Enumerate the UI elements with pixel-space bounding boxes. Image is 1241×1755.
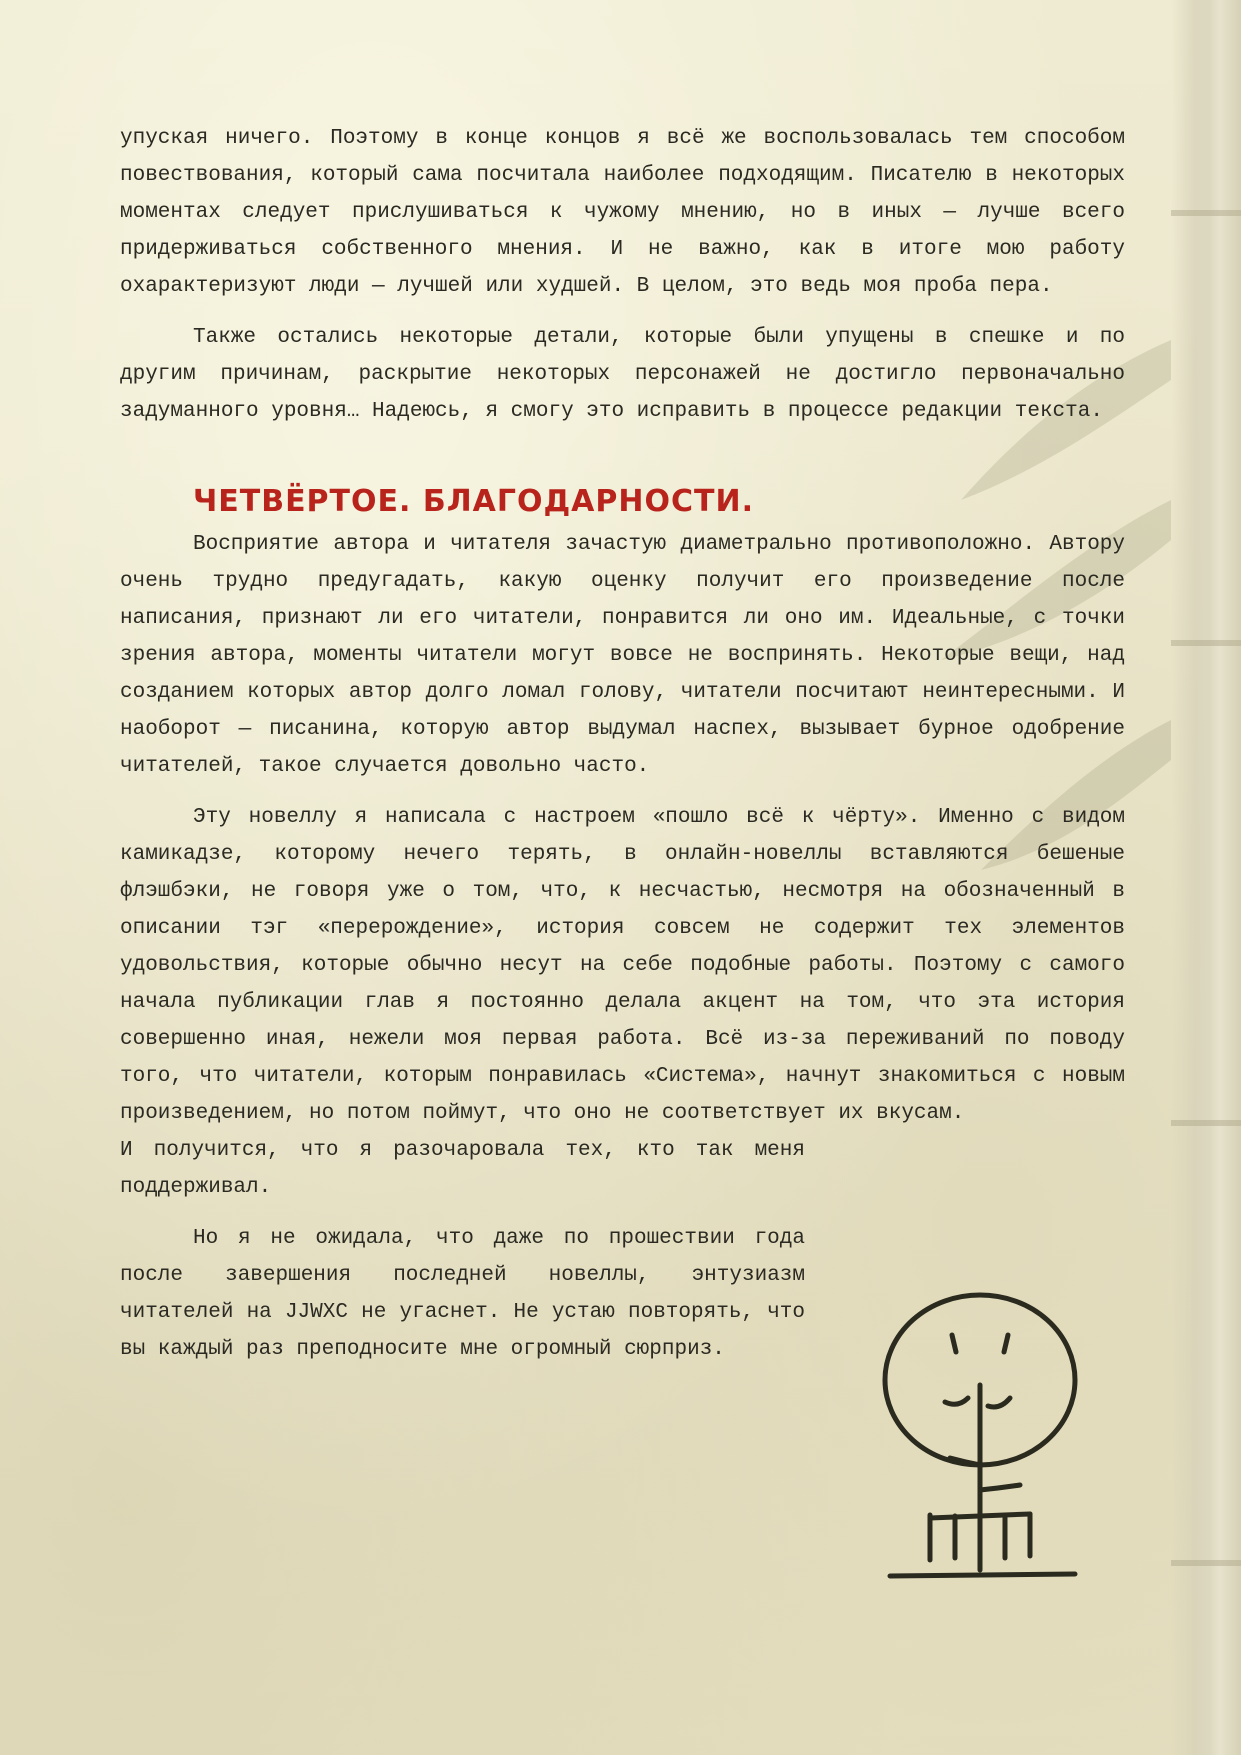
bamboo-node bbox=[1171, 210, 1241, 216]
hand-drawn-tree-sigil-icon bbox=[870, 1290, 1100, 1590]
bamboo-edge-decoration bbox=[1171, 0, 1241, 1755]
paragraph-perception: Восприятие автора и читателя зачастую диаметрально противоположно. Автору очень трудно предугадать, какую оценку получит его произведение после написания, признают ли его читатели, понравится ли оно им. Идеальные, с точки зрения автора, моменты читатели могут вовсе не воспринять. Некоторые вещи, над созданием которых автор долго ломал голову, читатели посчитают неинтересными. И наоборот — писанина, которую автор выдумал наспех, вызывает бурное одобрение читателей, такое случается довольно часто. bbox=[120, 533, 1125, 778]
page-content bbox=[120, 120, 1125, 1382]
paragraph-surprise: Но я не ожидала, что даже по прошествии года после завершения последней новеллы, энтузиазм читателей на JJWXC не угаснет. Не устаю повторять, что вы каждый раз преподносите мне огромный сюрприз. bbox=[120, 1227, 805, 1361]
bamboo-node bbox=[1171, 1560, 1241, 1566]
bamboo-node bbox=[1171, 640, 1241, 646]
paragraph-details: Также остались некоторые детали, которые были упущены в спешке и по другим причинам, раскрытие некоторых персонажей не достигло первоначально задуманного уровня… Надеюсь, я смогу это исправить в процессе редакции текста. bbox=[120, 326, 1125, 423]
paragraph-continuation: упуская ничего. Поэтому в конце концов я всё же воспользовалась тем способом повествования, который сама посчитала наиболее подходящим. Писателю в некоторых моментах следует прислушиваться к чужому мнению, но в иных — лучше всего придерживаться собственного мнения. И не важно, как в итоге мою работу охарактеризуют люди — лучшей или худшей. В целом, это ведь моя проба пера. bbox=[120, 127, 1125, 298]
paragraph-novel-mood: Эту новеллу я написала с настроем «пошло всё к чёрту». Именно с видом камикадзе, которому нечего терять, в онлайн-новеллы вставляются бешеные флэшбэки, не говоря уже о том, что, к несчастью, несмотря на обозначенный в описании тэг «перерождение», история совсем не содержит тех элементов удовольствия, которые обычно несут на себе подобные работы. Поэтому с самого начала публикации глав я постоянно делала акцент на том, что эта история совершенно иная, нежели моя первая работа. Всё из-за переживаний по поводу того, что читатели, которым понравилась «Система», начнут знакомиться с новым произведением, но потом поймут, что оно не соответствует их вкусам. bbox=[120, 806, 1125, 1125]
bamboo-node bbox=[1171, 1120, 1241, 1126]
section-heading: ЧЕТВЁРТОЕ. БЛАГОДАРНОСТИ. bbox=[193, 484, 754, 519]
paragraph-disappointed: И получится, что я разочаровала тех, кто так меня поддерживал. bbox=[120, 1139, 805, 1199]
